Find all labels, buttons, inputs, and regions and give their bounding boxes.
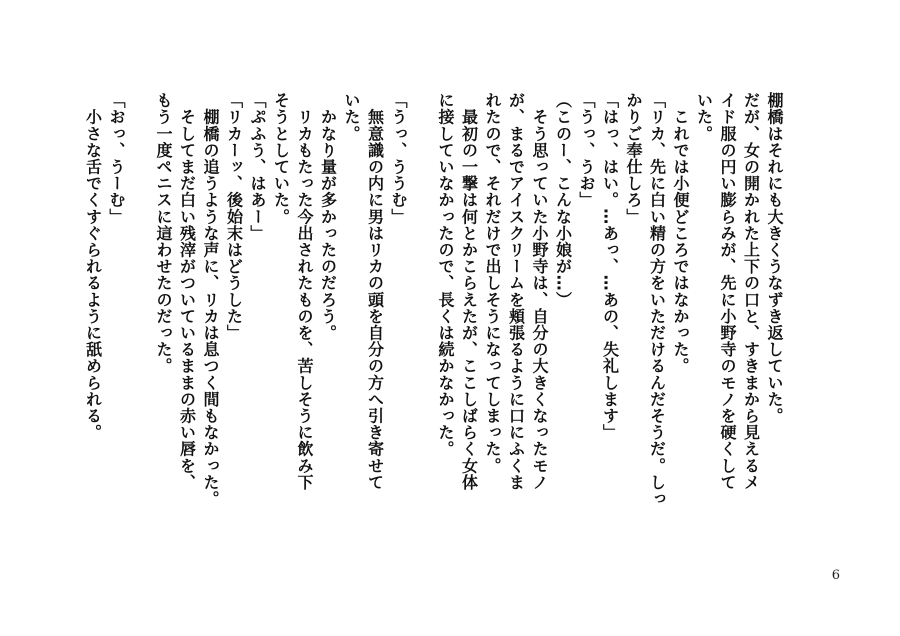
text-line: いた。 bbox=[694, 92, 714, 142]
text-line: だが、女の開かれた上下の口と、すきまから見えるメ bbox=[741, 92, 761, 491]
text-line: かなり量が多かったのだろう。 bbox=[318, 92, 338, 341]
text-line: 棚橋の追うような声に、リカは息つく間もなかった。 bbox=[201, 92, 220, 507]
text-line: 「リカ、先に白い精の方をいただけるんだそうだ。しっ bbox=[647, 92, 667, 507]
vertical-text-body bbox=[81, 92, 786, 562]
text-line: そしてまだ白い残滓がついているままの赤い唇を、 bbox=[177, 92, 197, 491]
text-line: 棚橋はそれにも大きくうなずき返していた。 bbox=[765, 92, 784, 424]
text-line: いた。 bbox=[342, 92, 361, 142]
paragraph-break bbox=[128, 92, 152, 562]
text-line: 「うっ、ううむ」 bbox=[389, 92, 408, 225]
text-line: かりご奉仕しろ」 bbox=[624, 92, 643, 225]
text-line: 最初の一撃は何とかこらえたが、ここしばらく女体 bbox=[459, 92, 479, 491]
text-line: が、まるでアイスクリームを頬張るように口にふくま bbox=[506, 92, 526, 491]
text-line: これでは小便どころではなかった。 bbox=[671, 92, 690, 375]
paragraph-break bbox=[410, 92, 434, 562]
text-line: れたので、それだけで出しそうになってしまった。 bbox=[483, 92, 502, 474]
text-line: 「リカーッ、後始末はどうした」 bbox=[224, 92, 244, 341]
text-line: 「うっ、うお」 bbox=[577, 92, 596, 209]
text-line: イド服の円い膨らみが、先に小野寺のモノを硬くして bbox=[718, 92, 737, 491]
text-line: 無意識の内に男はリカの頭を自分の方へ引き寄せて bbox=[365, 92, 385, 491]
page-number: 6 bbox=[831, 568, 840, 583]
text-line: 「おっ、うーむ」 bbox=[107, 92, 126, 225]
text-line: 「はっ、はい。…あっ、…あの、失礼します」 bbox=[600, 92, 620, 441]
text-line: （このー、こんな小娘が…） bbox=[553, 92, 573, 308]
text-line: 「ぷふう、はあー」 bbox=[248, 92, 267, 242]
text-line: そうとしていた。 bbox=[271, 92, 291, 225]
text-line: 小さな舌でくすぐられるように舐められる。 bbox=[83, 92, 103, 441]
text-line: もう一度ペニスに這わせたのだった。 bbox=[154, 92, 173, 375]
text-line: そう思っていた小野寺は、自分の大きくなったモノ bbox=[530, 92, 549, 491]
text-line: リカもたった今出されたものを、苦しそうに飲み下 bbox=[295, 92, 314, 491]
text-line: に接していなかったので、長くは続かなかった。 bbox=[436, 92, 455, 458]
